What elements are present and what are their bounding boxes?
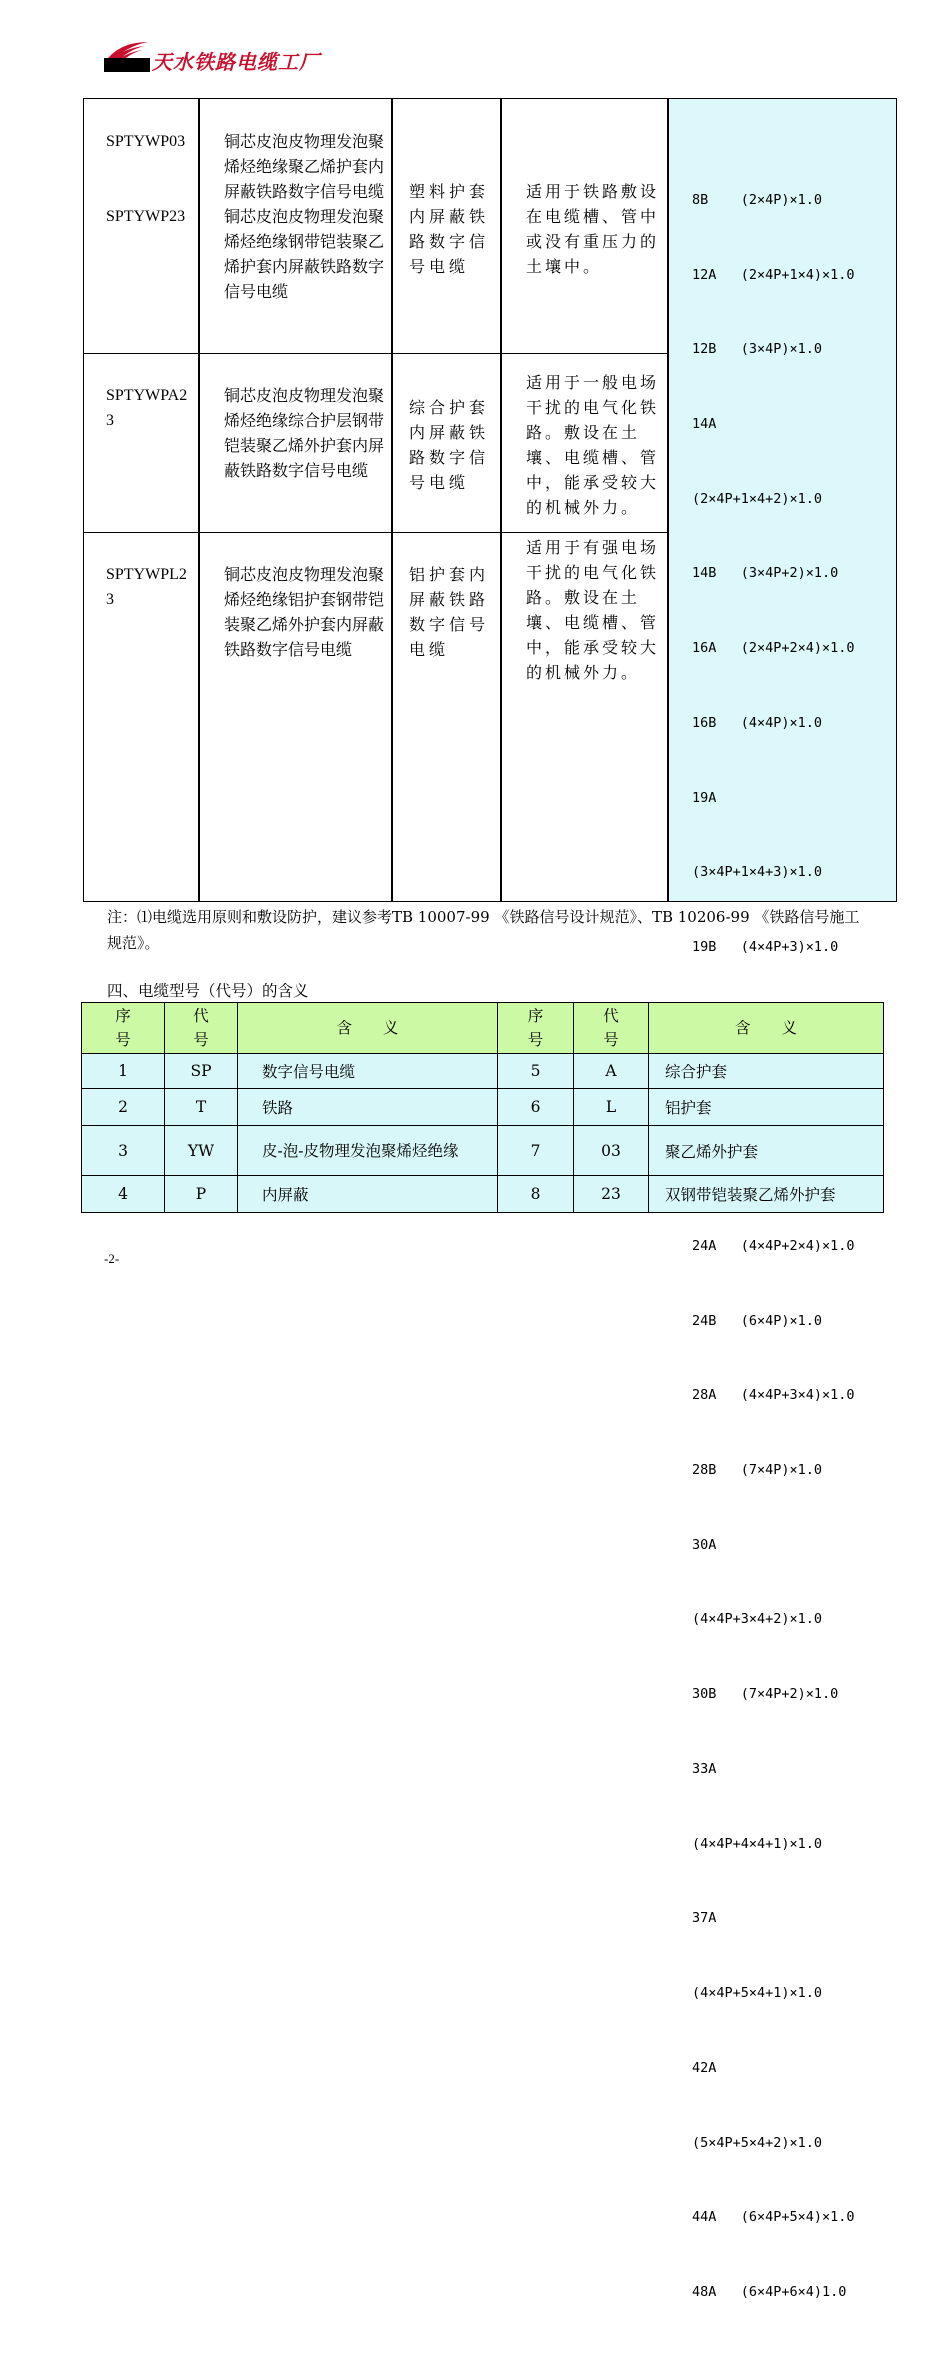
code-cell: SP — [165, 1054, 238, 1089]
table-header-row — [82, 1003, 884, 1054]
spec-item: 19B (4×4P+3)×1.0 — [692, 939, 839, 955]
model-code: SPTYWPA23 — [106, 387, 188, 429]
model-code — [106, 129, 198, 154]
footnote: 注：⑴电缆选用原则和敷设防护，建议参考TB 10007-99 《铁路信号设计规范》、TB 10206-99 《铁路信号施工规范》。 — [107, 908, 860, 952]
meaning-cell: 双钢带铠装聚乙烯外护套 — [649, 1176, 884, 1213]
meaning-cell: 铝护套 — [649, 1089, 884, 1126]
header-code-text: 代号 — [193, 1007, 209, 1049]
spec-item: 42A — [692, 2059, 717, 2076]
seq-cell: 8 — [498, 1176, 574, 1213]
cable-type: 铝护套内屏蔽铁路数字信号电缆 — [409, 565, 490, 659]
header-code — [574, 1003, 649, 1054]
model-code-text: SPTYWP03 — [106, 133, 186, 150]
cable-usage: 适用于一般电场干扰的电气化铁路。敷设在土壤、电缆槽、管中，能承受较大的机械外力。 — [526, 373, 660, 517]
cable-type: 塑料护套内屏蔽铁路数字信号电缆 — [409, 182, 490, 276]
spec-item: (4×4P+3×4+2)×1.0 — [692, 1611, 823, 1628]
cable-usage: 适用于有强电场干扰的电气化铁路。敷设在土壤、电缆槽、管中，能承受较大的机械外力。 — [526, 538, 660, 682]
spec-item: (5×4P+5×4+2)×1.0 — [692, 2134, 823, 2151]
spec-item: 37A — [692, 1910, 717, 1927]
spec-item: 28A (4×4P+3×4)×1.0 — [692, 1387, 855, 1404]
seq-cell: 2 — [82, 1089, 165, 1126]
spec-item: 16B (4×4P)×1.0 — [692, 714, 823, 731]
meaning-cell: 聚乙烯外护套 — [649, 1126, 884, 1176]
code-cell: A — [574, 1054, 649, 1089]
company-logo-icon — [104, 40, 154, 60]
spec-item: (4×4P+4×4+1)×1.0 — [692, 1835, 823, 1852]
spec-item: 14B (3×4P+2)×1.0 — [692, 565, 839, 582]
header-meaning: 含 义 — [238, 1003, 498, 1054]
header-code — [165, 1003, 238, 1054]
cable-type: 综合护套内屏蔽铁路数字信号电缆 — [409, 398, 490, 492]
cable-name: 铜芯皮泡皮物理发泡聚烯烃绝缘综合护层钢带铠装聚乙烯外护套内屏蔽铁路数字信号电缆 — [224, 386, 385, 480]
code-cell: YW — [165, 1126, 238, 1176]
spec-item: 12B (3×4P)×1.0 — [692, 341, 823, 358]
spec-item: 30A — [692, 1536, 717, 1553]
table-row — [82, 1176, 884, 1213]
spec-item: 33A — [692, 1760, 717, 1777]
seq-cell: 7 — [498, 1126, 574, 1176]
spec-item: 28B (7×4P)×1.0 — [692, 1462, 823, 1479]
spec-item: (3×4P+1×4+3)×1.0 — [692, 864, 823, 881]
column-divider — [500, 99, 502, 901]
spec-item: 12A (2×4P+1×4)×1.0 — [692, 266, 855, 283]
row-divider — [84, 353, 668, 354]
table-row — [82, 1054, 884, 1089]
section-title: 四、电缆型号（代号）的含义 — [107, 982, 309, 1000]
spec-item: 48A (6×4P+6×4)1.0 — [692, 2283, 847, 2300]
code-cell: 23 — [574, 1176, 649, 1213]
table-row — [82, 1126, 884, 1176]
meaning-cell: 内屏蔽 — [238, 1176, 498, 1213]
cable-usage: 适用于铁路敷设在电缆槽、管中或没有重压力的土壤中。 — [526, 182, 660, 276]
spec-item: 24A (4×4P+2×4)×1.0 — [692, 1237, 855, 1254]
spec-item: (4×4P+5×4+1)×1.0 — [692, 1985, 823, 2002]
cable-name: 铜芯皮泡皮物理发泡聚烯烃绝缘铝护套钢带铠装聚乙烯外护套内屏蔽铁路数字信号电缆 — [224, 565, 385, 659]
model-code — [106, 204, 198, 229]
seq-cell: 3 — [82, 1126, 165, 1176]
code-cell: T — [165, 1089, 238, 1126]
meaning-cell: 铁路 — [238, 1089, 498, 1126]
spec-list — [692, 138, 855, 2355]
column-divider — [391, 99, 393, 901]
spec-item: 44A (6×4P+5×4)×1.0 — [692, 2209, 855, 2226]
meaning-cell: 皮-泡-皮物理发泡聚烯烃绝缘 — [238, 1126, 498, 1176]
code-cell: L — [574, 1089, 649, 1126]
seq-cell: 4 — [82, 1176, 165, 1213]
model-code-text: SPTYWP23 — [106, 208, 186, 225]
page-number: -2- — [104, 1251, 120, 1266]
column-divider — [667, 99, 669, 901]
cable-name-text: 铜芯皮泡皮物理发泡聚烯烃绝缘钢带铠装聚乙烯护套内屏蔽铁路数字信号电缆 — [224, 207, 385, 301]
logo-bar — [104, 58, 150, 72]
header-seq-text: 序号 — [527, 1007, 544, 1049]
spec-item: 30B (7×4P+2)×1.0 — [692, 1686, 839, 1703]
spec-item: 14A — [692, 415, 717, 432]
cable-name-text: 铜芯皮泡皮物理发泡聚烯烃绝缘聚乙烯护套内屏蔽铁路数字信号电缆 — [224, 132, 385, 201]
code-cell: 03 — [574, 1126, 649, 1176]
spec-item: 16A (2×4P+2×4)×1.0 — [692, 640, 855, 657]
header-meaning: 含 义 — [649, 1003, 884, 1054]
model-code: SPTYWPL23 — [106, 566, 187, 608]
spec-item: 24B (6×4P)×1.0 — [692, 1312, 823, 1329]
header-seq — [498, 1003, 574, 1054]
header-seq-text: 序号 — [115, 1007, 131, 1049]
meaning-cell: 数字信号电缆 — [238, 1054, 498, 1089]
code-cell: P — [165, 1176, 238, 1213]
spec-item: 19A — [692, 789, 717, 806]
meaning-table — [81, 1002, 884, 1213]
row-divider — [84, 532, 668, 533]
spec-item: 8B (2×4P)×1.0 — [692, 191, 823, 208]
header-code-text: 代号 — [603, 1007, 619, 1049]
header-seq — [82, 1003, 165, 1054]
column-divider — [198, 99, 200, 901]
table-row — [82, 1089, 884, 1126]
company-name: 天水铁路电缆工厂 — [152, 50, 320, 74]
meaning-cell: 综合护套 — [649, 1054, 884, 1089]
seq-cell: 6 — [498, 1089, 574, 1126]
cable-name — [224, 129, 384, 304]
spec-item: (2×4P+1×4+2)×1.0 — [692, 490, 823, 507]
seq-cell: 5 — [498, 1054, 574, 1089]
seq-cell: 1 — [82, 1054, 165, 1089]
